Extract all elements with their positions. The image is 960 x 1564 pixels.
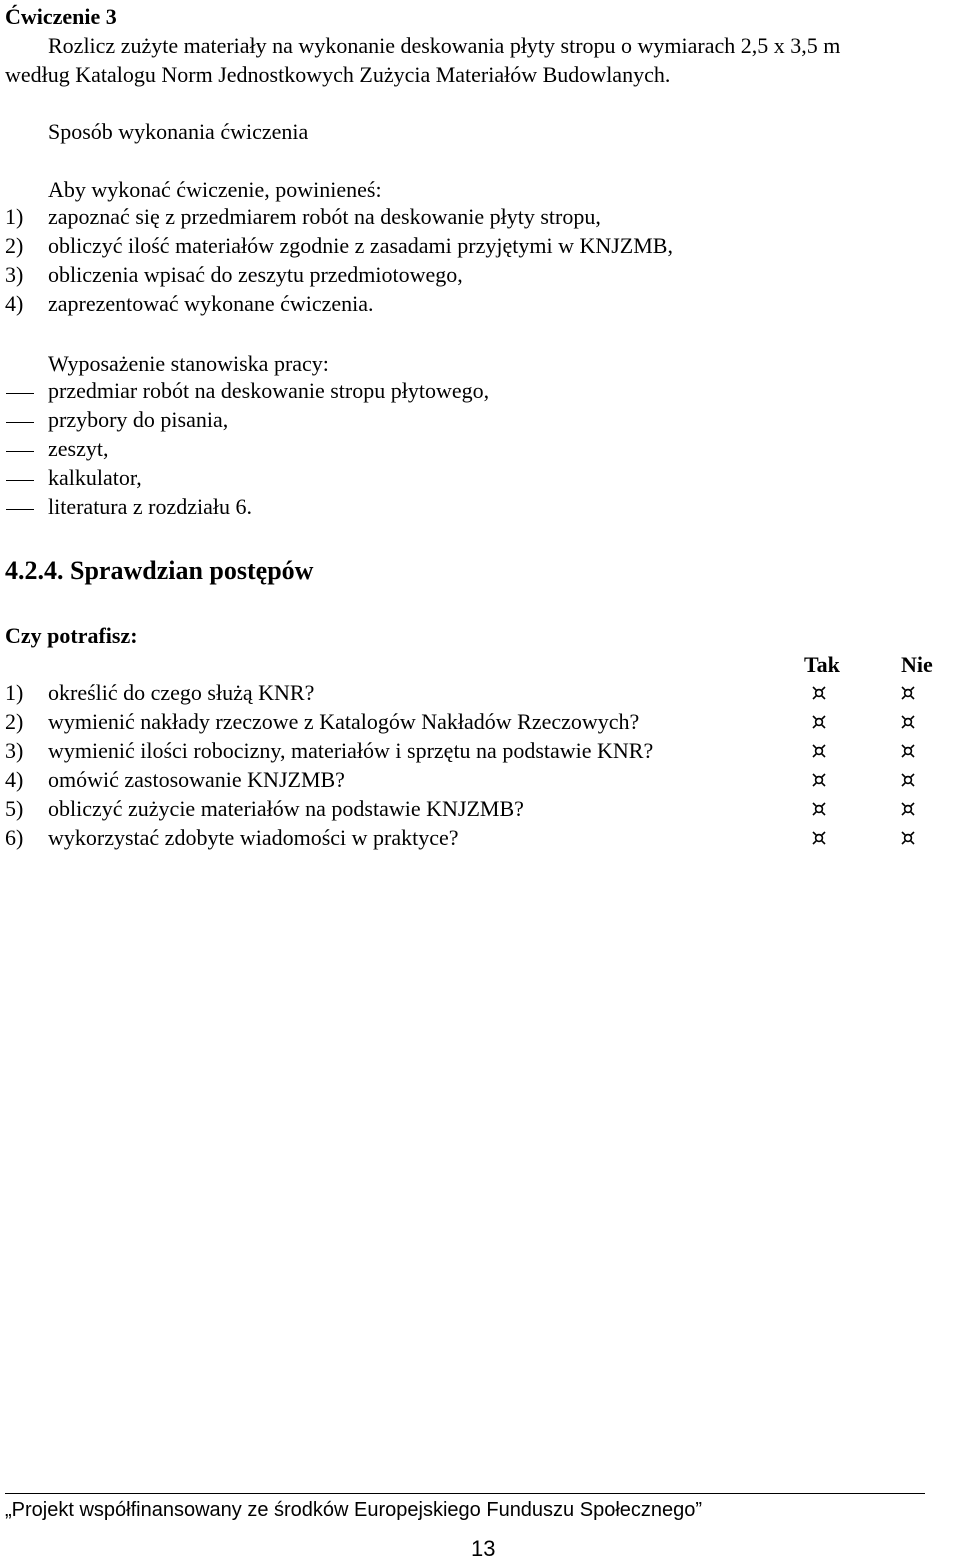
column-header-yes: Tak [804,652,840,677]
question-number: 4) [5,767,24,792]
table-row [0,738,960,767]
list-item-text: literatura z rozdziału 6. [48,494,253,519]
list-item [0,204,960,233]
currency-sign-icon[interactable] [901,802,915,816]
list-item [0,291,960,320]
dash-bullet-icon [6,422,34,423]
dash-bullet-icon [6,480,34,481]
list-item-text: zaprezentować wykonane ćwiczenia. [48,291,374,316]
list-item [0,407,960,436]
dash-bullet-icon [6,451,34,452]
method-intro: Aby wykonać ćwiczenie, powinieneś: [48,177,382,202]
question-text: wymienić nakłady rzeczowe z Katalogów Nakładów Rzeczowych? [48,709,640,734]
question-heading: Czy potrafisz: [5,623,138,648]
list-item-number: 3) [5,262,24,287]
list-item-text: zapoznać się z przedmiarem robót na deskowanie płyty stropu, [48,204,601,229]
page-number: 13 [471,1536,496,1561]
footer-divider [5,1493,925,1494]
currency-sign-icon[interactable] [901,773,915,787]
currency-sign-icon[interactable] [812,715,826,729]
list-item-text: obliczenia wpisać do zeszytu przedmiotowego, [48,262,463,287]
table-row [0,796,960,825]
list-item-text: zeszyt, [48,436,109,461]
list-item [0,378,960,407]
column-header-no: Nie [901,652,933,677]
method-heading: Sposób wykonania ćwiczenia [48,119,309,144]
dash-bullet-icon [6,509,34,510]
table-row [0,825,960,854]
currency-sign-icon[interactable] [812,744,826,758]
equipment-heading: Wyposażenie stanowiska pracy: [48,351,329,376]
table-row [0,709,960,738]
currency-sign-icon[interactable] [812,831,826,845]
list-item-text: przybory do pisania, [48,407,229,432]
footer-funding-note: „Projekt współfinansowany ze środków Europejskiego Funduszu Społecznego” [5,1499,703,1521]
currency-sign-icon[interactable] [901,715,915,729]
question-number: 6) [5,825,24,850]
question-text: wykorzystać zdobyte wiadomości w praktyce? [48,825,459,850]
list-item [0,494,960,523]
question-number: 2) [5,709,24,734]
question-text: omówić zastosowanie KNJZMB? [48,767,345,792]
table-row [0,680,960,709]
list-item-text: przedmiar robót na deskowanie stropu płytowego, [48,378,490,403]
currency-sign-icon[interactable] [901,831,915,845]
list-item [0,262,960,291]
list-item-number: 1) [5,204,24,229]
question-number: 1) [5,680,24,705]
list-item [0,436,960,465]
question-text: obliczyć zużycie materiałów na podstawie KNJZMB? [48,796,524,821]
question-text: wymienić ilości robocizny, materiałów i sprzętu na podstawie KNR? [48,738,654,763]
question-number: 3) [5,738,24,763]
question-text: określić do czego służą KNR? [48,680,315,705]
exercise-task-line1: Rozlicz zużyte materiały na wykonanie deskowania płyty stropu o wymiarach 2,5 x 3,5 m [48,33,841,58]
exercise-task-line2: według Katalogu Norm Jednostkowych Zużycia Materiałów Budowlanych. [5,62,671,87]
list-item [0,465,960,494]
list-item-text: obliczyć ilość materiałów zgodnie z zasadami przyjętymi w KNJZMB, [48,233,673,258]
currency-sign-icon[interactable] [901,686,915,700]
list-item-text: kalkulator, [48,465,142,490]
currency-sign-icon[interactable] [812,773,826,787]
dash-bullet-icon [6,393,34,394]
list-item-number: 4) [5,291,24,316]
list-item [0,233,960,262]
currency-sign-icon[interactable] [901,744,915,758]
currency-sign-icon[interactable] [812,802,826,816]
question-number: 5) [5,796,24,821]
exercise-title: Ćwiczenie 3 [5,4,117,29]
list-item-number: 2) [5,233,24,258]
table-row [0,767,960,796]
currency-sign-icon[interactable] [812,686,826,700]
section-title: 4.2.4. Sprawdzian postępów [5,556,314,585]
